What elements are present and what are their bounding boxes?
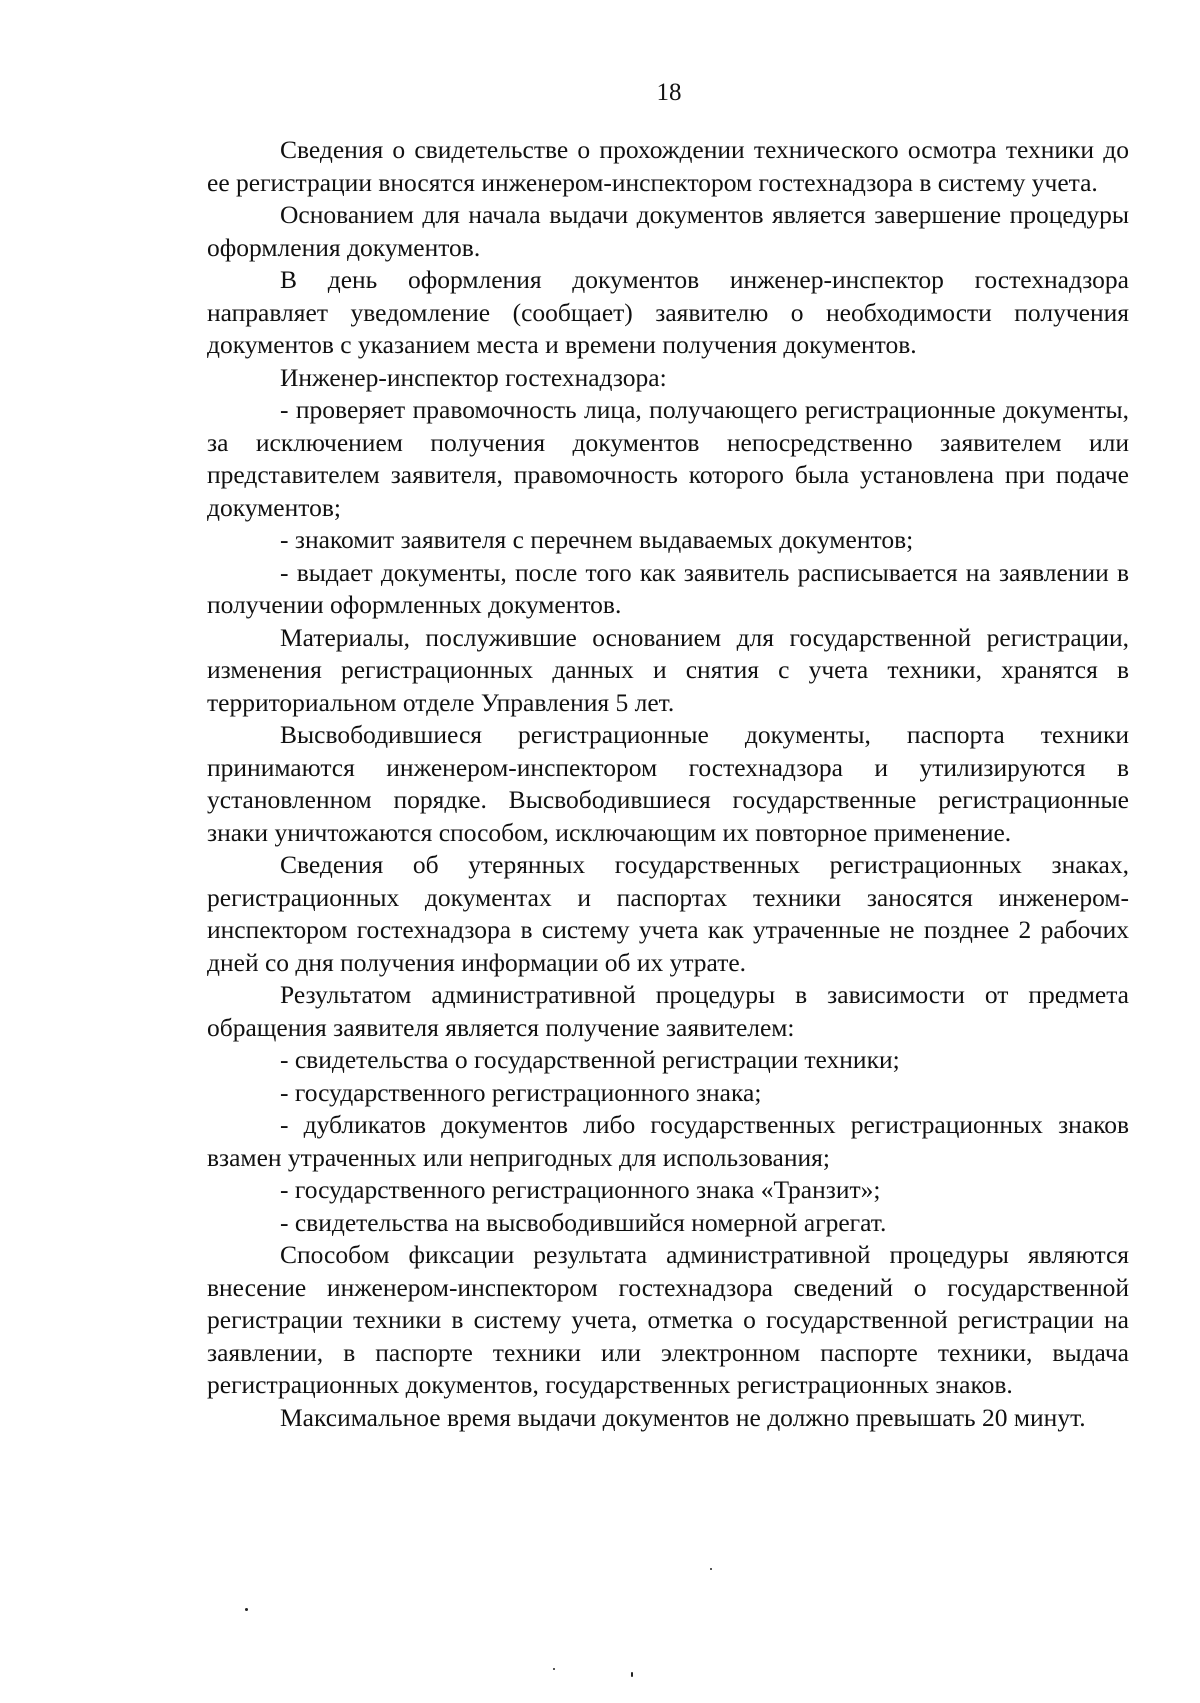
list-item-introduces-documents: - знакомит заявителя с перечнем выдаваемых документов; [280,525,914,554]
paragraph-procedure-result: Результатом административной процедуры в зависимости от предмета обращения заявителя является получение заявителем: [207,980,1129,1042]
paragraph-notification: В день оформления документов инженер-инспектор гостехнадзора направляет уведомление (сообщает) заявителю о необходимости получения документов с указанием места и времени получения документов. [207,265,1129,359]
paragraph-max-time: Максимальное время выдачи документов не должно превышать 20 минут. [280,1402,1086,1432]
paragraph-lost-plates: Сведения об утерянных государственных регистрационных знаках, регистрационных документах и паспортах техники заносятся инженером-инспектором гостехнадзора в систему учета как утраченные не позднее 2 рабочих дней со дня получения информации об их утрате. [207,850,1129,977]
list-item-registration-certificate: - свидетельства о государственной регистрации техники; [280,1045,900,1074]
list-item-verifies-authority: - проверяет правомочность лица, получающего регистрационные документы, за исключением получения документов непосредственно заявителем или представителем заявителя, правомочность которого была установлена при подаче документов; [207,395,1129,522]
paragraph-tech-inspection-info: Сведения о свидетельстве о прохождении технического осмотра техники до ее регистрации вносятся инженером-инспектором гостехнадзора в систему учета. [207,135,1129,197]
list-item-unit-certificate: - свидетельства на высвободившийся номерной агрегат. [280,1207,887,1237]
scan-speck [631,1672,633,1677]
page-number: 18 [656,79,682,106]
body-text [207,134,1129,1434]
scan-speck [245,1608,248,1611]
list-item-duplicates: - дубликатов документов либо государственных регистрационных знаков взамен утраченных или непригодных для использования; [207,1110,1129,1172]
list-item-issues-documents: - выдает документы, после того как заявитель расписывается на заявлении в получении оформленных документов. [207,557,1129,619]
paragraph-issuance-basis: Основанием для начала выдачи документов является завершение процедуры оформления документов. [207,200,1129,262]
list-item-registration-plate: - государственного регистрационного знака; [280,1077,762,1107]
list-item-transit-plate: - государственного регистрационного знака «Транзит»; [280,1175,881,1204]
scan-speck [710,1568,712,1570]
paragraph-inspector-heading: Инженер-инспектор гостехнадзора: [280,362,667,392]
scan-speck [553,1668,555,1670]
paragraph-fixation-method: Способом фиксации результата административной процедуры являются внесение инженером-инспектором гостехнадзора сведений о государственной регистрации техники в систему учета, отметка о государственной регистрации на заявлении, в паспорте техники или электронном паспорте техники, выдача регистрационных документов, государственных регистрационных знаков. [207,1240,1129,1399]
paragraph-materials-storage: Материалы, послужившие основанием для государственной регистрации, изменения регистрационных данных и снятия с учета техники, хранятся в территориальном отделе Управления 5 лет. [207,622,1129,717]
paragraph-released-documents: Высвободившиеся регистрационные документы, паспорта техники принимаются инженером-инспектором гостехнадзора и утилизируются в установленном порядке. Высвободившиеся государственные регистрационные знаки уничтожаются способом, исключающим их повторное применение. [207,720,1129,847]
